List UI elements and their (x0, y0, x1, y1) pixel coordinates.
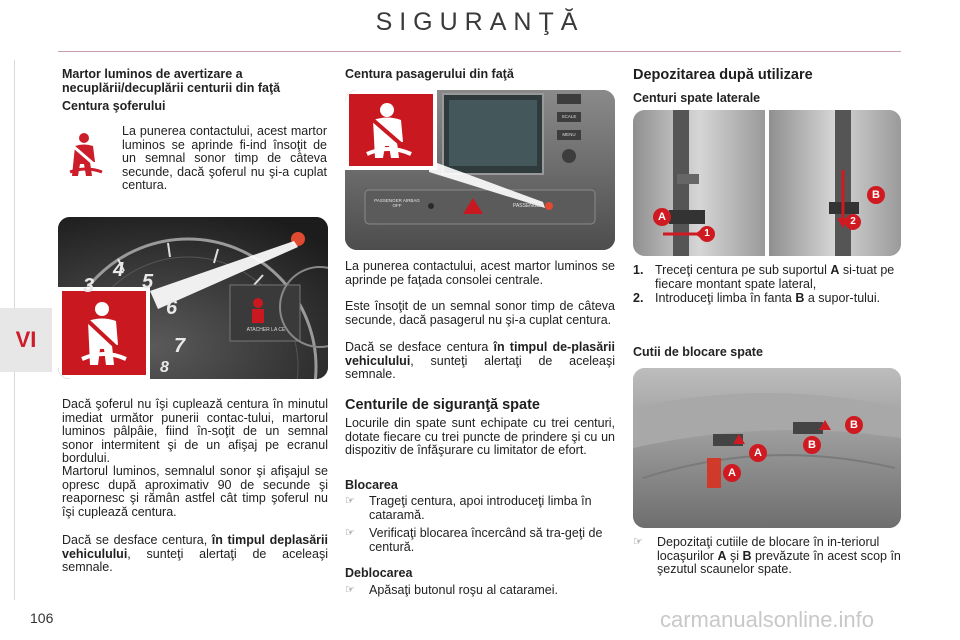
storage-step-2: 2. Introduceţi limba în fanta B a supor-tului. (633, 291, 881, 305)
gauge-number-6: 6 (166, 297, 178, 319)
label-b-badge-2: B (845, 416, 863, 434)
passenger-belt-subheading: Centura pasagerului din faţă (345, 67, 514, 81)
pointing-hand-icon: ☞ (633, 536, 643, 548)
label-a-badge: A (653, 208, 671, 226)
pointing-hand-icon: ☞ (345, 527, 355, 539)
page-title: SIGURANŢĂ (375, 8, 585, 36)
lock-title: Blocarea (345, 478, 398, 492)
lock-step-1: ☞ Trageţi centura, apoi introduceţi limba în cataramă. (345, 494, 592, 522)
driver-belt-para-1: Dacă şoferul nu îşi cuplează centura în minutul imediat următor punerii contac-tului, martorul luminos pâlpâie, fiind în-soţit de un semnal sonor intermitent şi de un afişaj pe ecranul bordului. (62, 397, 328, 466)
rear-seat-buckles-photo (633, 368, 901, 528)
buckle-storage-step: ☞ Depozitaţi cutiile de blocare în in-teriorul locaşurilor A şi B prevăzute în acest scop în şezutul scaunelor spate. (633, 535, 901, 577)
lock-step-2: ☞ Verificaţi blocarea încercând să tra-geţi de centură. (345, 526, 603, 554)
passenger-belt-para-2: Este însoţit de un semnal sonor timp de câteva secunde, dacă pasagerul nu şi-a cuplat centura. (345, 299, 615, 327)
seatbelt-warning-icon (66, 132, 106, 178)
label-b-badge: B (867, 186, 885, 204)
rear-belts-heading: Centurile de siguranţă spate (345, 397, 540, 413)
label-1-badge: 1 (699, 226, 715, 242)
gauge-number-4: 4 (113, 259, 125, 281)
chapter-tab (0, 308, 52, 372)
storage-heading: Depozitarea după utilizare (633, 67, 813, 83)
gauge-number-5: 5 (142, 271, 154, 293)
center-console-photo (345, 90, 615, 250)
unlock-step-1: ☞ Apăsaţi butonul roşu al cataramei. (345, 583, 558, 597)
gauge-number-3: 3 (83, 275, 95, 297)
gauge-number-8: 8 (160, 359, 169, 376)
pointing-hand-icon: ☞ (345, 584, 355, 596)
menu-button-label: MENU (562, 132, 576, 137)
label-2-badge: 2 (845, 214, 861, 230)
page-number: 106 (30, 610, 54, 626)
label-a-badge-2: A (749, 444, 767, 462)
buckle-boxes-subheading: Cutii de blocare spate (633, 345, 763, 359)
gauge-number-7: 7 (174, 335, 186, 357)
airbag-off-label: PASSENGER AIRBAG OFF (374, 198, 420, 208)
driver-belt-para-2: Martorul luminos, semnalul sonor şi afişajul se opresc după aproximativ 90 de secunde şi reapornesc şi rămân astfel cât timp şoferul nu îşi cuplează centura. (62, 464, 328, 519)
passenger-belt-para-3: Dacă se desface centura în timpul de-plasării vehiculului, sunteţi alertaţi de aceleaşi semnale. (345, 340, 615, 382)
scale-button-label: SCALE (561, 114, 577, 119)
warning-lamp-heading: Martor luminos de avertizare a necuplării/decuplării centurii din faţă (62, 67, 281, 95)
label-b-badge: B (803, 436, 821, 454)
storage-step-1: 1. Treceţi centura pe sub suportul A si-tuat pe fiecare montant spate lateral, (633, 263, 895, 291)
title-divider (58, 51, 901, 52)
rear-belts-para: Locurile din spate sunt echipate cu trei centuri, dotate fiecare cu trei puncte de prindere şi cu un dispozitiv de înfăşurare cu limitator de efort. (345, 416, 615, 458)
passenger-label: PASSENGER (513, 203, 544, 209)
instrument-panel-photo (58, 217, 328, 379)
watermark: carmanualsonline.info (660, 607, 875, 632)
driver-belt-subheading: Centura şoferului (62, 99, 166, 113)
driver-belt-para-3: Dacă se desface centura, în timpul deplasării vehiculului, sunteţi alertaţi de aceleaşi semnale. (62, 533, 328, 575)
passenger-belt-para-1: La punerea contactului, acest martor luminos se aprinde pe faţada consolei centrale. (345, 259, 615, 287)
rear-side-belts-photo (633, 110, 901, 256)
dashboard-display-text: ATACHER LA CE (246, 327, 286, 333)
label-a-badge: A (723, 464, 741, 482)
chapter-tab-label: VI (15, 327, 37, 352)
driver-belt-intro: La punerea contactului, acest martor luminos se aprinde fi-ind însoţit de un semnal sonor timp de câteva secunde, dacă şoferul nu şi-a cuplat centura. (122, 124, 327, 193)
unlock-title: Deblocarea (345, 566, 413, 580)
pointing-hand-icon: ☞ (345, 495, 355, 507)
rear-side-belts-subheading: Centuri spate laterale (633, 91, 761, 105)
